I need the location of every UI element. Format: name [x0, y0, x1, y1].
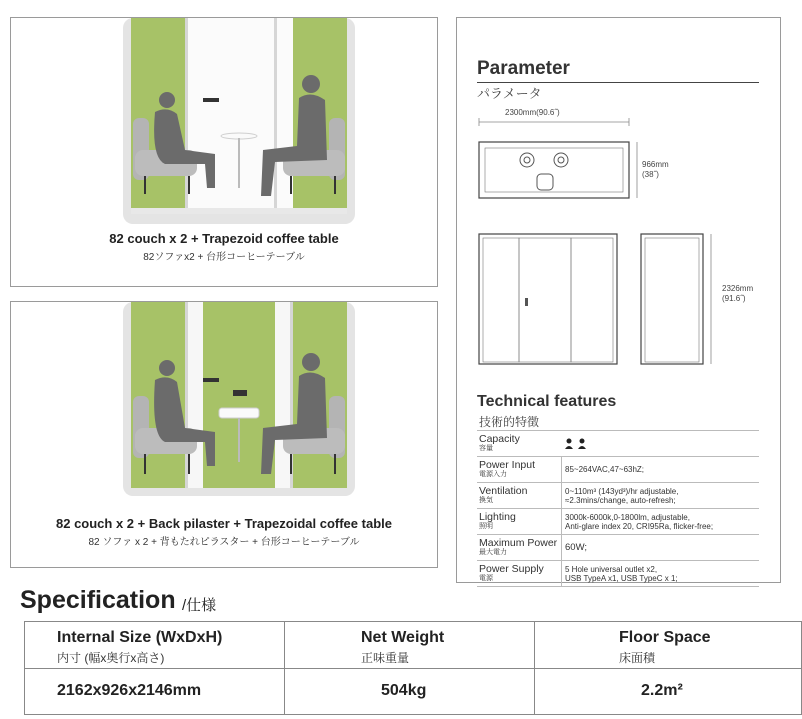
spec-column-net-weight: [285, 622, 535, 714]
tech-row-power-supply: [477, 561, 759, 587]
technical-features-title-jp: 技術的特徴: [479, 415, 540, 429]
layout-option-2-panel: [10, 301, 438, 568]
spec-header: Floor Space: [619, 629, 711, 646]
depth-dimension-in: (38˝): [642, 170, 659, 179]
tech-value: 85~264VAC,47~63hZ;: [565, 465, 645, 474]
tech-label: Power Supply: [479, 563, 544, 575]
booth-photo-1: [111, 18, 367, 226]
parameter-title: Parameter: [477, 58, 570, 79]
spec-header-jp: 正味重量: [361, 651, 410, 665]
spec-value: 2.2m²: [641, 682, 683, 699]
depth-dimension-mm: 966mm: [642, 160, 669, 169]
spec-column-floor-space: [535, 622, 802, 714]
height-dimension-in: (91.6˝): [722, 294, 746, 303]
booth-drawings: [475, 118, 775, 368]
tech-label: Lighting: [479, 511, 516, 523]
layout-option-1-caption-jp: 82ソファx2 + 台形コーヒーテーブル: [143, 252, 305, 263]
tech-label: Maximum Power: [479, 537, 558, 549]
tech-value: ≈2.3mins/change, auto-refresh;: [565, 495, 676, 505]
booth-illustration-1: [111, 18, 367, 226]
spec-value: 2162x926x2146mm: [57, 682, 202, 699]
tech-label: Power Input: [479, 459, 536, 471]
technical-features-title: Technical features: [477, 393, 617, 410]
specification-table: [24, 621, 802, 715]
tech-label-jp: 照明: [479, 523, 493, 530]
spec-value: 504kg: [381, 682, 427, 699]
booth-illustration-2: [111, 302, 367, 498]
spec-header-jp: 床面積: [619, 651, 656, 665]
layout-option-1-panel: [10, 17, 438, 287]
tech-row-capacity: [477, 431, 759, 457]
spec-header-jp: 内寸 (幅x奥行x高さ): [57, 651, 165, 665]
tech-value: 3000k-6000k,0-1800lm, adjustable,: [565, 512, 690, 522]
tech-value: Anti-glare index 20, CRI95Ra, flicker-free;: [565, 521, 714, 531]
spec-header: Internal Size (WxDxH): [57, 629, 223, 646]
tech-label-jp: 容量: [479, 445, 493, 452]
spec-header: Net Weight: [361, 629, 445, 646]
tech-value: 60W;: [565, 542, 588, 553]
layout-option-1-caption: 82 couch x 2 + Trapezoid coffee table: [109, 231, 339, 246]
layout-option-2-caption: 82 couch x 2 + Back pilaster + Trapezoidal coffee table: [56, 516, 392, 531]
booth-photo-2: [111, 302, 367, 498]
tech-value: 5 Hole universal outlet x2,: [565, 564, 658, 574]
tech-label-jp: 電源入力: [479, 471, 507, 478]
tech-row-power-input: [477, 457, 759, 483]
parameter-panel: [456, 17, 781, 583]
width-dimension: 2300mm(90.6˝): [505, 108, 560, 117]
tech-row-lighting: [477, 509, 759, 535]
person-icon: [564, 438, 590, 450]
tech-row-maximum-power: [477, 535, 759, 561]
specification-title: Specification: [20, 586, 176, 614]
tech-row-ventilation: [477, 483, 759, 509]
tech-label-jp: 換気: [479, 497, 493, 504]
layout-option-2-caption-jp: 82 ソファ x 2 + 背もたれピラスター + 台形コーヒーテーブル: [88, 537, 360, 548]
parameter-title-jp: パラメータ: [477, 86, 542, 101]
technical-features-table: [477, 430, 759, 587]
spec-column-internal-size: [25, 622, 285, 714]
specification-title-jp: /仕様: [182, 597, 217, 614]
tech-label-jp: 電源: [479, 575, 493, 582]
tech-label: Ventilation: [479, 485, 528, 497]
tech-label-jp: 最大電力: [479, 549, 507, 556]
tech-value: 0~110m³ (143yd³)/hr adjustable,: [565, 486, 679, 496]
tech-label: Capacity: [479, 433, 520, 445]
height-dimension-mm: 2326mm: [722, 284, 754, 293]
tech-value: USB TypeA x1, USB TypeC x 1;: [565, 573, 678, 583]
